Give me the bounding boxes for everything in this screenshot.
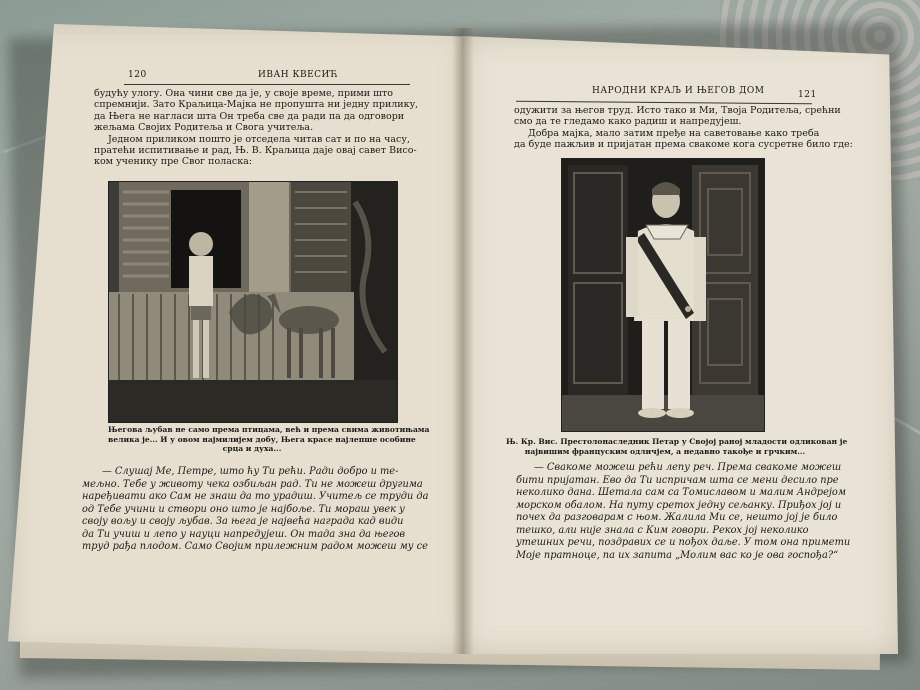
text-line: одужити за његов труд. Исто тако и Ми, Твоја Родитеља, срећни — [514, 105, 841, 116]
text-line: труд рађа плодом. Само Својим прилежним радом можеш му се — [82, 541, 428, 552]
text-line: будућу улогу. Она чини све да је, у своје време, прими што — [94, 88, 393, 99]
right-bottom-text — [516, 462, 850, 562]
caption-line: Његова љубав не само према птицама, већ и према свима животињама — [108, 425, 430, 434]
caption-line: највишим француским одличјем, а недавно такође и грчким... — [524, 446, 806, 456]
caption-line: срца и духа... — [222, 444, 282, 454]
photo-crown-prince-portrait — [561, 158, 765, 432]
text-line: спремнији. Зато Краљица-Мајка не пропушта ни једну прилику, — [94, 99, 419, 111]
text-line: тешко, али није знала с Ким говори. Рекох јој неколико — [516, 524, 809, 536]
text-line: ком ученику пре Свог поласка: — [94, 156, 253, 168]
left-bottom-text — [82, 466, 428, 554]
caption-line: велика је... И у овом најмилијем добу, Њега красе најлепше особине — [108, 434, 416, 444]
text-line: од Тебе учини и створи оно што је најбоље. Ти мораш увек у — [82, 503, 405, 515]
text-line: смо да те гледамо како радиш и напредујеш. — [514, 116, 742, 128]
left-running-head: ИВАН КВЕСИЋ — [258, 70, 339, 80]
left-header-rule — [124, 84, 410, 85]
text-line: — Свакоме можеш рећи лепу реч. Према свакоме можеш — [534, 462, 842, 473]
right-running-head: НАРОДНИ КРАЉ И ЊЕГОВ ДОМ — [592, 86, 765, 96]
text-line: пратећи испитивање и рад, Њ. В. Краљица даје овај савет Висо- — [94, 145, 417, 157]
text-line: неколико дана. Шетала сам са Томиславом и малим Андрејом — [516, 487, 846, 498]
book-gutter — [452, 28, 474, 654]
caption-line: Њ. Кр. Вис. Престолонаследник Петар у Својој раној младости одликован је — [506, 437, 848, 446]
text-line: наређивати ако Сам не знаш да то урадиш. Учитељ се труди да — [82, 491, 429, 502]
text-line: Моје пратноце, па их запита „Молим вас ко је ова госпођа?“ — [516, 549, 839, 561]
right-photo-caption — [506, 437, 848, 456]
text-line: утешних речи, поздравих се и пођох даље. У том она примети — [516, 537, 851, 548]
photo-crown-prince-portrait-image — [562, 159, 764, 431]
text-line: — Слушај Ме, Петре, што ћу Ти рећи. Ради добро и те- — [102, 466, 399, 477]
text-line: морском обалом. На путу сретох једну сељанку. Приђох јој и — [516, 499, 842, 511]
right-page-number: 121 — [798, 90, 817, 100]
left-top-text — [94, 88, 418, 168]
text-line: почех да разговарам с њом. Жалила Ми се, нешто јој је било — [516, 512, 838, 523]
text-line: да Ти учиш и лепо у науци напредујеш. Он тада зна да његов — [82, 528, 406, 540]
text-line: бити пријатан. Ево да Ти испричам шта се мени десило пре — [516, 474, 839, 486]
text-line: да буде пажљив и пријатан према свакоме кога сусретне било где: — [514, 139, 853, 151]
right-top-text — [514, 105, 853, 151]
text-line: своју вољу и своју љубав. За њега је највећа награда кад види — [82, 516, 404, 527]
text-line: мељно. Тебе у животу чека озбиљан рад. Ти не можеш другима — [82, 478, 423, 490]
photo-boy-with-deer — [108, 181, 398, 423]
text-line: да Њега не нагласи шта Он треба све да ради па да одговори — [94, 110, 405, 122]
text-line: Добра мајка, мало затим пређе на саветовање како треба — [528, 127, 820, 139]
left-page-number: 120 — [128, 70, 147, 80]
photo-boy-with-deer-image — [109, 182, 397, 422]
text-line: Једном приликом пошто је отседела читав сат и по на часу, — [108, 133, 410, 145]
text-line: жељама Својих Родитеља и Свога учитеља. — [94, 122, 314, 134]
left-photo-caption — [108, 425, 430, 454]
